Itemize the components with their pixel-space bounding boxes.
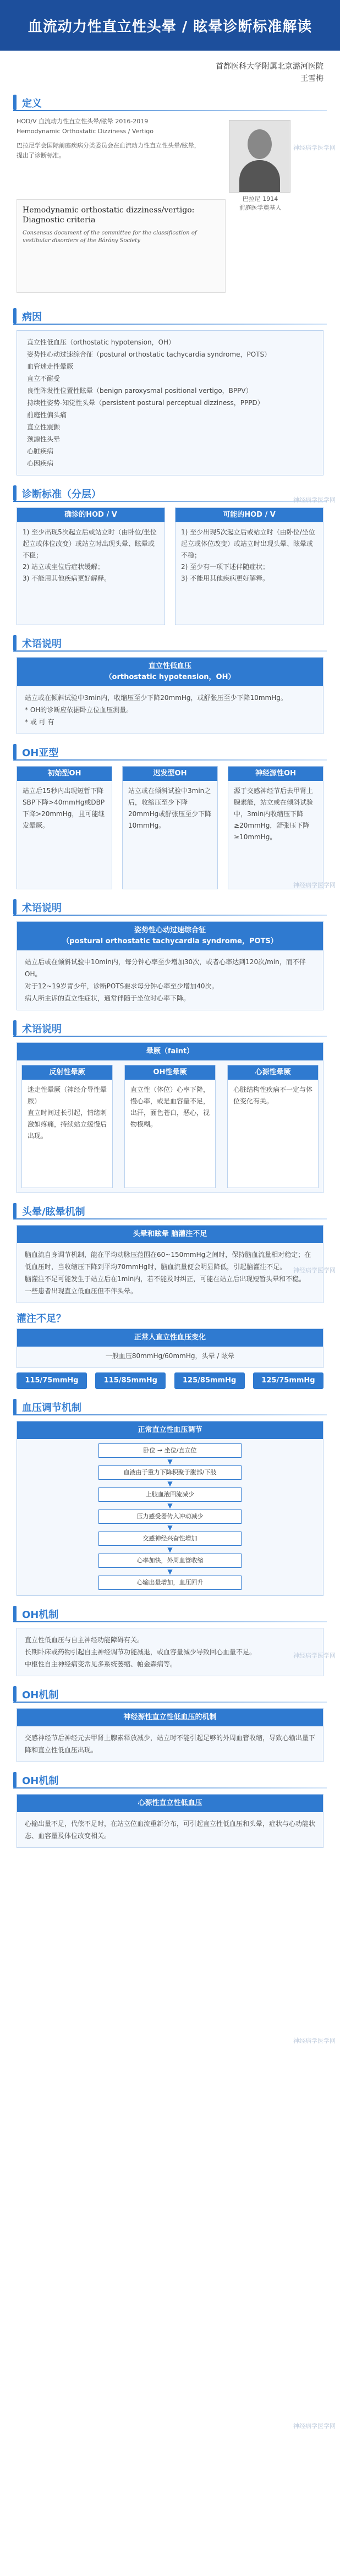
watermark: 神经病学医学网: [293, 144, 336, 151]
list-item: 颈源性头晕: [27, 435, 61, 443]
list-item: 血管迷走性晕厥: [27, 363, 74, 370]
flow-step: 上肢血液回流减少: [98, 1487, 242, 1502]
term3-box: 晕厥（faint） 反射性晕厥 迷走性晕厥（神经介导性晕厥） 直立时间过长引起，情绪刺激如疼痛，持续站立缓慢后出现。 OH性晕厥 直立性（体位）心率下降，慢心率，或是血容量不足，出汗，面色苍白，恶心，视物模糊。 心源性晕厥 心脏结构性疾病不一定与体位变化有关。: [17, 1042, 323, 1193]
flow-step: 血液由于重力下降积聚于腹部/下肢: [98, 1465, 242, 1480]
watermark: 神经病学医学网: [293, 2422, 336, 2430]
oh-types: [17, 766, 323, 889]
question-heading: 灌注不足？: [17, 1313, 66, 1325]
paper-subtitle: Consensus document of the committee for the classification of vestibular disorders of the Bárány Society: [23, 230, 197, 244]
watermark: 神经病学医学网: [293, 1267, 336, 1274]
bp-reg-flow: 卧位 → 坐位/直立位 ▼ 血液由于重力下降积聚于腹部/下肢 ▼ 上肢血液回流减少 ▼ 压力感受器传入冲动减少 ▼ 交感神经兴奋性增加 ▼ 心率加快，外周血管收缩 ▼ 心输出量增加，血压回升: [98, 1443, 242, 1590]
section-oh-mech3: OH机制: [0, 1772, 340, 1789]
section-oh-mech1: OH机制: [0, 1606, 340, 1622]
list-item: 姿势性心动过速综合征（postural orthostatic tachycardia syndrome，POTS）: [27, 351, 271, 358]
page-title: 血流动力性直立性头晕 / 眩晕诊断标准解读: [28, 18, 312, 35]
watermark: 神经病学医学网: [293, 2037, 336, 2044]
section-oh-mech2: OH机制: [0, 1686, 340, 1703]
bp-value: 115/85mmHg: [95, 1372, 166, 1389]
section-term2: 术语说明: [0, 899, 340, 916]
criteria-columns: [17, 507, 323, 625]
syncope-cardiac: 心源性晕厥 心脏结构性疾病不一定与体位变化有关。: [227, 1065, 319, 1188]
bp-value: 115/75mmHg: [17, 1372, 87, 1389]
list-item: 前庭性偏头痛: [27, 411, 67, 419]
bp-value: 125/75mmHg: [253, 1372, 323, 1389]
list-item: 直立性低血压（orthostatic hypotension，OH）: [27, 338, 176, 346]
watermark: 神经病学医学网: [293, 1652, 336, 1659]
flow-step: 心率加快，外周血管收缩: [98, 1554, 242, 1568]
paper-title: Hemodynamic orthostatic dizziness/vertigo: Diagnostic criteria: [23, 206, 195, 225]
definition-text: HOD/V 血流动力性直立性头晕/眩晕 2016-2019 Hemodynamic Orthostatic Dizziness / Vertigo 巴拉尼学会国际前庭疾病分类委员会在血流动力性直立性头晕/眩晕，提出了诊断标准。: [17, 118, 200, 159]
syncope-oh: OH性晕厥 直立性（体位）心率下降，慢心率，或是血容量不足，出汗，面色苍白，恶心，视物模糊。: [124, 1065, 216, 1188]
criteria-probable: 可能的HOD / V 1) 至少出现5次起立后或站立时（由卧位/坐位起立或体位改变）或站立时出现头晕、眩晕或不稳； 2) 至少有一项下述伴随症状； 3) 不能用其他疾病更好解释。: [175, 507, 323, 625]
flow-step: 交感神经兴奋性增加: [98, 1532, 242, 1546]
section-criteria: 诊断标准（分层）: [0, 485, 340, 502]
section-definition: [0, 95, 340, 111]
bp-values: [17, 1372, 323, 1389]
oh-mech2-box: 神经源性直立性低血压的机制 交感神经节后神经元去甲肾上腺素释放减少，站立时不能引起足够的外周血管收缩，导致心输出量下降和直立性低血压出现。: [17, 1708, 323, 1762]
bp-box: 正常人直立性血压变化 一般血压80mmHg/60mmHg，头晕 / 眩晕: [17, 1328, 323, 1368]
portrait-caption: 巴拉尼 1914 前庭医学奠基人: [239, 195, 282, 211]
flow-step: 卧位 → 坐位/直立位: [98, 1443, 242, 1458]
list-item: 良性阵发性位置性眩晕（benign paroxysmal positional vertigo，BPPV）: [27, 387, 253, 395]
syncope-reflex: 反射性晕厥 迷走性晕厥（神经介导性晕厥） 直立时间过长引起，情绪刺激如疼痛，持续站立缓慢后出现。: [21, 1065, 113, 1188]
list-item: 心因疾病: [27, 460, 54, 467]
section-oh-types: OH亚型: [0, 744, 340, 761]
list-item: 心脏疾病: [27, 447, 54, 455]
section-etiology: 病因: [0, 308, 340, 325]
list-item: 直立不耐受: [27, 375, 61, 382]
paper-excerpt: [17, 199, 226, 293]
oh-type-neurogenic: 神经源性OH 源于交感神经节后去甲肾上腺素能，站立或在倾斜试验中，3min内收缩压下降≥20mmHg，舒张压下降≥10mmHg。: [228, 766, 323, 889]
author-name: 王雪梅: [300, 74, 323, 83]
section-dizziness: 头晕/眩晕机制: [0, 1203, 340, 1219]
oh-mech1-box: 直立性低血压与自主神经功能障碍有关。 长期卧床或药物引起自主神经调节功能减退，或血容量减少导致回心血量不足。 中枢性自主神经病变常见多系统萎缩、帕金森病等。: [17, 1628, 323, 1676]
oh-type-initial: 初始型OH 站立后15秒内出现短暂下降SBP下降>40mmHg或DBP下降>20mmHg，且可能继发晕厥。: [17, 766, 112, 889]
criteria-definite: 确诊的HOD / V 1) 至少出现5次起立后或站立时（由卧位/坐位起立或体位改变）或站立时出现头晕、眩晕或不稳； 2) 站立或坐位后症状缓解； 3) 不能用其他疾病更好解释。: [17, 507, 165, 625]
section-term1: 术语说明: [0, 635, 340, 652]
dizziness-box: 头晕和眩晕 脑灌注不足 脑血流自身调节机制，能在平均动脉压范围在60~150mmHg之间时，保持脑血流量相对稳定；在低血压时，当收缩压下降到平均70mmHg时，脑血流量便会明显降低，引起脑灌注不足。 脑灌注不足可能发生于站立后在1min内，若不能及时纠正，可能在站立后出现短暂头晕和不稳。 一些患者出现直立低血压但不伴头晕。: [17, 1225, 323, 1303]
banner: [0, 0, 340, 51]
flow-step: 心输出量增加，血压回升: [98, 1576, 242, 1590]
list-item: 直立性震颤: [27, 423, 61, 431]
term2-box: 姿势性心动过速综合征 （postural orthostatic tachycardia syndrome，POTS） 站立后或在倾斜试验中10min内，每分钟心率至少增加30次，或者心率达到120次/min，而不伴OH。 对于12~19岁青少年，诊断POTS要求每分钟心率至少增加40次。 病人所主诉的直立性症状，通常伴随于坐位时心率下降。: [17, 921, 323, 1010]
flow-step: 压力感受器传入冲动减少: [98, 1509, 242, 1524]
portrait-image: [229, 120, 290, 193]
section-term3: 术语说明: [0, 1020, 340, 1037]
etiology-list: [17, 330, 323, 475]
section-title: 定义: [22, 98, 42, 110]
term1-box: 直立性低血压 （orthostatic hypotension，OH） 站立或在倾斜试验中3min内，收缩压至少下降20mmHg，或舒张压至少下降10mmHg。 * OH的诊断应依据卧立位血压测量。 * 或 可 有: [17, 657, 323, 734]
author-org: 首都医科大学附属北京潞河医院: [216, 62, 323, 71]
author-block: [0, 51, 340, 85]
list-item: 持续性姿势-知觉性头晕（persistent postural perceptual dizziness，PPPD）: [27, 399, 264, 407]
oh-mech3-box: 心源性直立性低血压 心输出量不足，代偿不足时，在站立位血流重新分布，可引起直立性低血压和头晕，症状与心功能状态、血容量及体位改变相关。: [17, 1794, 323, 1848]
bp-reg-box: 正常直立性血压调节 卧位 → 坐位/直立位 ▼ 血液由于重力下降积聚于腹部/下肢 ▼ 上肢血液回流减少 ▼ 压力感受器传入冲动减少 ▼ 交感神经兴奋性增加 ▼ 心率加快，外周血管收缩 ▼ 心输出量增加，血压回升: [17, 1421, 323, 1596]
watermark: 神经病学医学网: [293, 882, 336, 889]
section-bp-reg: 血压调节机制: [0, 1399, 340, 1415]
bp-value: 125/85mmHg: [174, 1372, 245, 1389]
oh-type-delayed: 迟发型OH 站立或在倾斜试验中3min之后，收缩压至少下降20mmHg或舒张压至少下降10mmHg。: [122, 766, 218, 889]
watermark: 神经病学医学网: [293, 496, 336, 504]
definition-area: [17, 117, 323, 298]
